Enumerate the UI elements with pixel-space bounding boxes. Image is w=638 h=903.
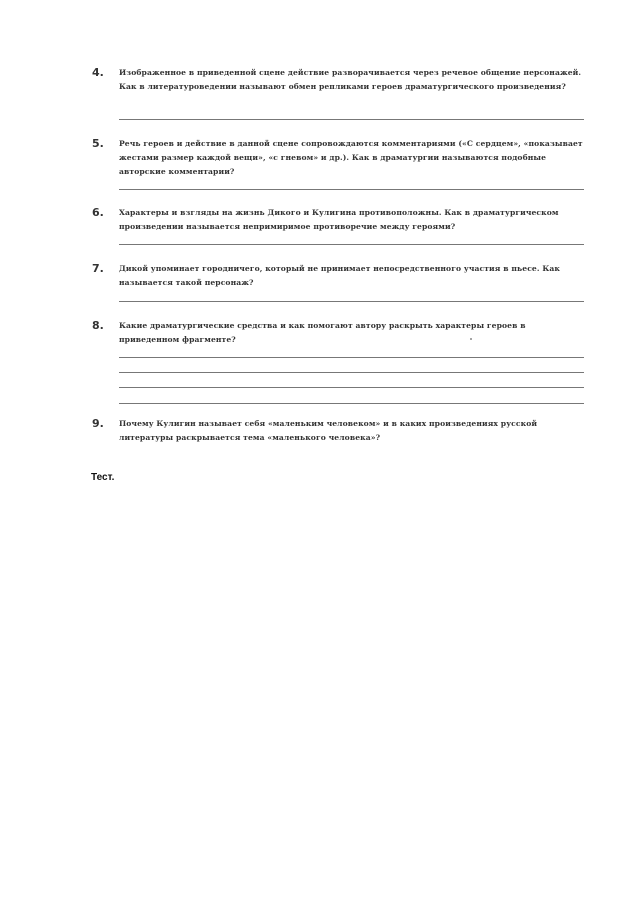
answer-line[interactable] [119,403,584,404]
question-text: Почему Кулигин называет себя «маленьким человеком» и в каких произведениях русской литературы раскрывается тема «маленького человека»? [119,419,538,442]
question-number: 8. [92,319,104,332]
question-number: 9. [92,417,104,430]
answer-line[interactable] [119,387,584,388]
question-text: Какие драматургические средства и как помогают автору раскрыть характеры героев в приведенном фрагменте? [119,321,526,344]
question-number: 6. [92,206,104,219]
answer-line[interactable] [119,357,584,358]
answer-line[interactable] [119,244,584,245]
question-text: Характеры и взгляды на жизнь Дикого и Кулигина противоположны. Как в драматургическом произведении называется непримиримое противоречие между героями? [119,208,559,231]
question-number: 7. [92,262,104,275]
answer-line[interactable] [119,372,584,373]
question-text: Речь героев и действие в данной сцене сопровождаются комментариями («С сердцем», «показывает жестами размер каждой вещи», «с гневом» и др.). Как в драматургии называются подобные авторские комментарии? [119,139,583,176]
question-number: 4. [92,66,104,79]
answer-line[interactable] [119,189,584,190]
answer-line[interactable] [119,301,584,302]
question-text: Дикой упоминает городничего, который не принимает непосредственного участия в пьесе. Как называется такой персонаж? [119,264,560,287]
question-text: Изображенное в приведенной сцене действие разворачивается через речевое общение персонажей. Как в литературоведении называют обмен репликами героев драматургического произведения? [119,68,582,91]
answer-line[interactable] [119,119,584,120]
footer-label: Тест. [91,472,115,483]
question-number: 5. [92,137,104,150]
scan-speck [470,338,472,340]
